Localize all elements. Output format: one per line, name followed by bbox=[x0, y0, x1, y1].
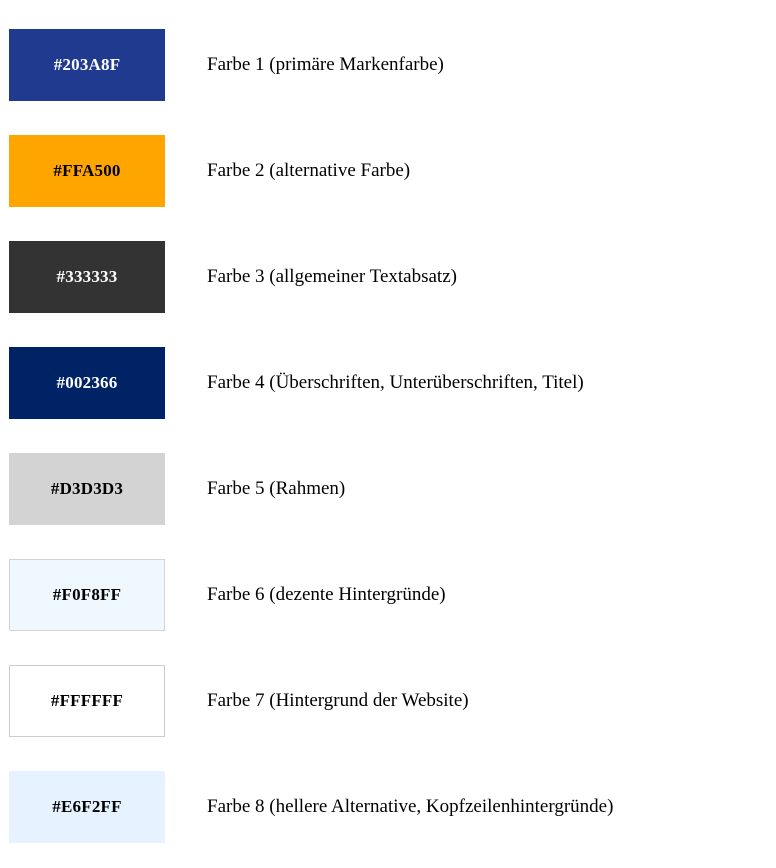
color-description: Farbe 6 (dezente Hintergründe) bbox=[207, 584, 446, 606]
color-swatch bbox=[9, 453, 165, 525]
color-description: Farbe 4 (Überschriften, Unterüberschriften, Titel) bbox=[207, 372, 584, 394]
color-hex-code: #203A8F bbox=[53, 55, 121, 74]
color-row bbox=[0, 542, 776, 648]
color-description: Farbe 7 (Hintergrund der Website) bbox=[207, 690, 469, 712]
color-swatch bbox=[9, 665, 165, 737]
color-row bbox=[0, 330, 776, 436]
color-row bbox=[0, 12, 776, 118]
color-swatch bbox=[9, 347, 165, 419]
color-swatch bbox=[9, 241, 165, 313]
color-swatch bbox=[9, 29, 165, 101]
color-row bbox=[0, 224, 776, 330]
color-description: Farbe 8 (hellere Alternative, Kopfzeilenhintergründe) bbox=[207, 796, 614, 818]
color-description: Farbe 2 (alternative Farbe) bbox=[207, 160, 411, 182]
color-hex-code: #333333 bbox=[56, 267, 118, 286]
color-hex-code: #D3D3D3 bbox=[50, 479, 124, 498]
color-hex-code: #E6F2FF bbox=[52, 797, 122, 816]
color-row bbox=[0, 436, 776, 542]
color-hex-code: #FFFFFF bbox=[50, 691, 124, 710]
color-description: Farbe 5 (Rahmen) bbox=[207, 478, 346, 500]
color-description: Farbe 3 (allgemeiner Textabsatz) bbox=[207, 266, 457, 288]
color-hex-code: #F0F8FF bbox=[52, 585, 122, 604]
color-hex-code: #FFA500 bbox=[53, 161, 121, 180]
color-description: Farbe 1 (primäre Markenfarbe) bbox=[207, 54, 444, 76]
color-row bbox=[0, 754, 776, 860]
color-swatch bbox=[9, 559, 165, 631]
color-row bbox=[0, 648, 776, 754]
color-row bbox=[0, 118, 776, 224]
color-swatch bbox=[9, 771, 165, 843]
color-hex-code: #002366 bbox=[56, 373, 118, 392]
color-swatch bbox=[9, 135, 165, 207]
